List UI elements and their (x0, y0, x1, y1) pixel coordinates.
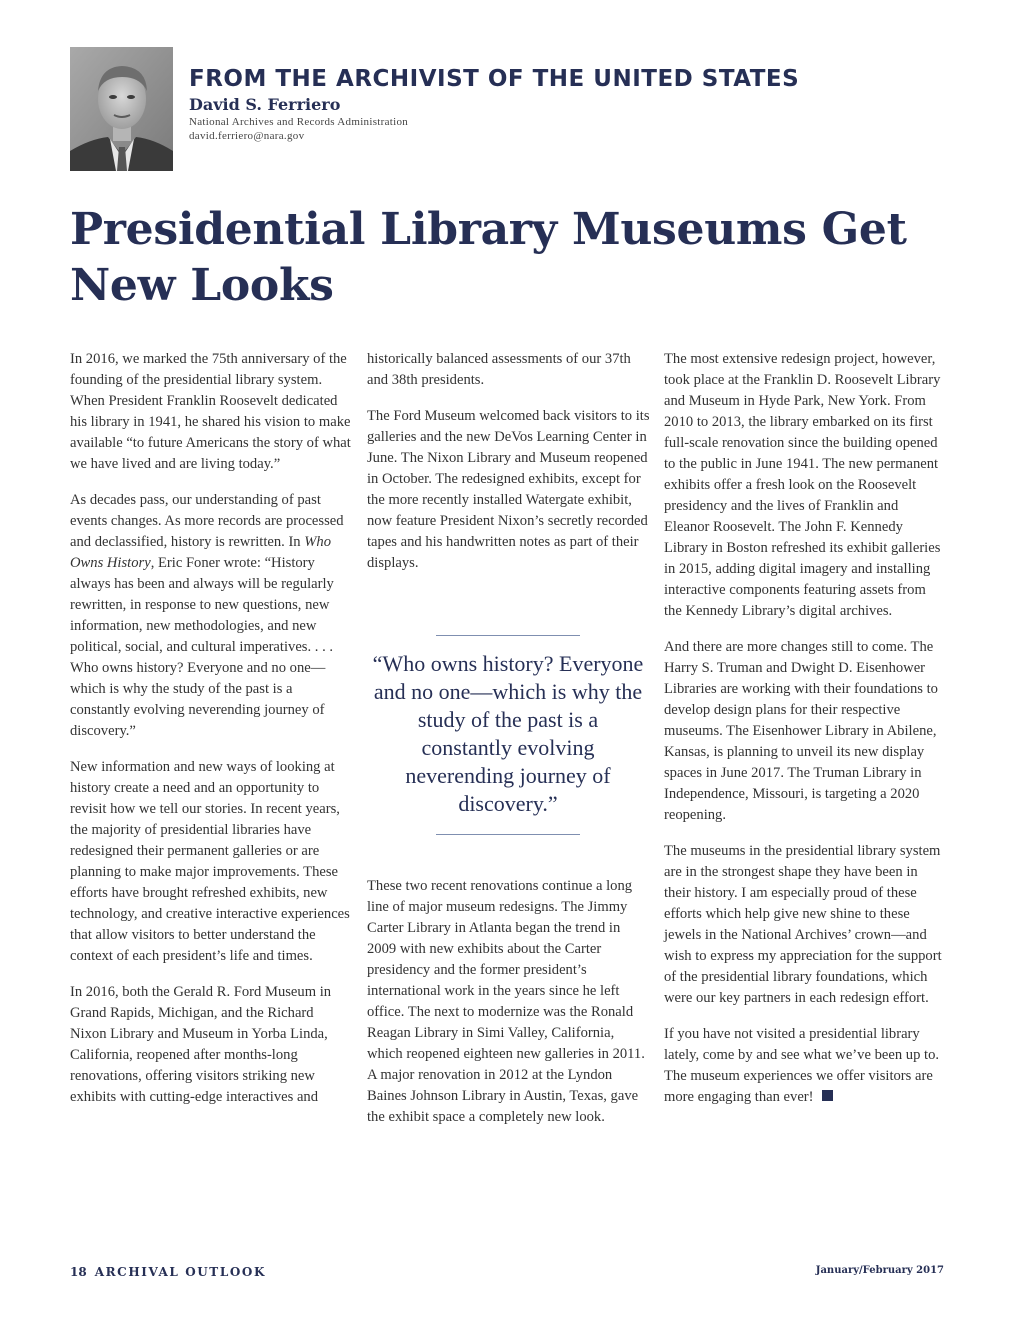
paragraph: historically balanced assessments of our 37th and 38th presidents. (367, 351, 631, 388)
pullquote-rule-top (436, 635, 580, 636)
paragraph: The Ford Museum welcomed back visitors to its galleries and the new DeVos Learning Center in June. The Nixon Library and Museum reopened in October. The redesigned exhibits, except for the more recently installed Watergate exhibit, now feature President Nixon’s secretly recorded tapes and his handwritten notes as part of their displays. (367, 408, 650, 571)
author-photo (70, 47, 173, 171)
page-number: 18 (70, 1265, 87, 1279)
end-mark-icon (822, 1090, 833, 1101)
paragraph: New information and new ways of looking at history create a need and an opportunity to revisit how we tell our stories. In recent years, the majority of presidential libraries have redesigned their permanent galleries or are planning to make major improvements. These efforts have brought refreshed exhibits, new technology, and creative interactive experiences that allow visitors to better understand the context of each president’s life and times. (70, 759, 350, 964)
paragraph (70, 490, 353, 742)
article-column-3 (664, 349, 947, 1123)
author-portrait-image (70, 47, 173, 171)
paragraph-text: As decades pass, our understanding of past events changes. As more records are processed and declassified, history is rewritten. In (70, 492, 344, 550)
paragraph (664, 1024, 947, 1108)
author-name: David S. Ferriero (189, 95, 341, 114)
pullquote: “Who owns history? Everyone and no one—which is why the study of the past is a constantly evolving neverending journey of discovery.” (372, 651, 644, 816)
paragraph: The most extensive redesign project, however, took place at the Franklin D. Roosevelt Library and Museum in Hyde Park, New York. From 2010 to 2013, the library embarked on its first full-scale renovation since the building opened to the public in June 1941. The new permanent exhibits offer a fresh look on the Roosevelt presidency and the lives of Franklin and Eleanor Roosevelt. The John F. Kennedy Library in Boston refreshed its exhibit galleries in 2015, adding digital imagery and installing interactive components featuring assets from the Kennedy Library’s digital archives. (664, 351, 941, 619)
article-column-2 (367, 349, 650, 589)
section-kicker: FROM THE ARCHIVIST OF THE UNITED STATES (189, 66, 800, 92)
paragraph: These two recent renovations continue a long line of major museum redesigns. The Jimmy Carter Library in Atlanta began the trend in 2009 with new exhibits about the Carter presidency and the former president’s international work in the years since he left office. The next to modernize was the Ronald Reagan Library in Simi Valley, California, which reopened eighteen new galleries in 2011. A major renovation in 2012 at the Lyndon Baines Johnson Library in Austin, Texas, gave the exhibit space a completely new look. (367, 878, 645, 1125)
paragraph: The museums in the presidential library system are in the strongest shape they have been in their history. I am especially proud of these efforts which help give new shine to these jewels in the National Archives’ crown—and wish to express my appreciation for the support of the presidential library foundations, which were our key partners in each redesign effort. (664, 843, 942, 1006)
article-title: Presidential Library Museums Get New Looks (70, 204, 907, 311)
paragraph-text: , Eric Foner wrote: “History always has been and always will be regularly rewritten, in response to new questions, new information, new methodologies, and new political, social, and cultural imperatives. . . . Who owns history? Everyone and no one—which is why the study of the past is a constantly evolving neverending journey of discovery.” (70, 555, 334, 739)
paragraph: In 2016, we marked the 75th anniversary of the founding of the presidential library system. When President Franklin Roosevelt dedicated his library in 1941, he shared his vision to make available “to future Americans the story of what we have lived and are living today.” (70, 351, 351, 472)
paragraph: And there are more changes still to come. The Harry S. Truman and Dwight D. Eisenhower Libraries are working with their foundations to develop design plans for their respective museums. The Eisenhower Library in Abilene, Kansas, is planning to unveil its new display spaces in June 2017. The Truman Library in Independence, Missouri, is targeting a 2020 reopening. (664, 639, 938, 823)
author-email[interactable]: david.ferriero@nara.gov (189, 130, 305, 142)
column-header (189, 64, 889, 143)
author-organization: National Archives and Records Administration (189, 116, 409, 128)
publication-name: ARCHIVAL OUTLOOK (94, 1265, 267, 1279)
article-column-2-continued (367, 876, 650, 1128)
pullquote-rule-bottom (436, 834, 580, 835)
footer-folio (70, 1265, 266, 1279)
issue-date: January/February 2017 (815, 1265, 944, 1276)
paragraph-text: If you have not visited a presidential library lately, come by and see what we’ve been up to. The museum experiences we offer visitors are more engaging than ever! (664, 1026, 940, 1105)
article-column-1 (70, 349, 353, 1123)
book-title: Who Owns History (70, 534, 332, 571)
paragraph: In 2016, both the Gerald R. Ford Museum in Grand Rapids, Michigan, and the Richard Nixon Library and Museum in Yorba Linda, California, reopened after months-long renovations, offering visitors striking new exhibits with cutting-edge interactives and (70, 984, 332, 1105)
